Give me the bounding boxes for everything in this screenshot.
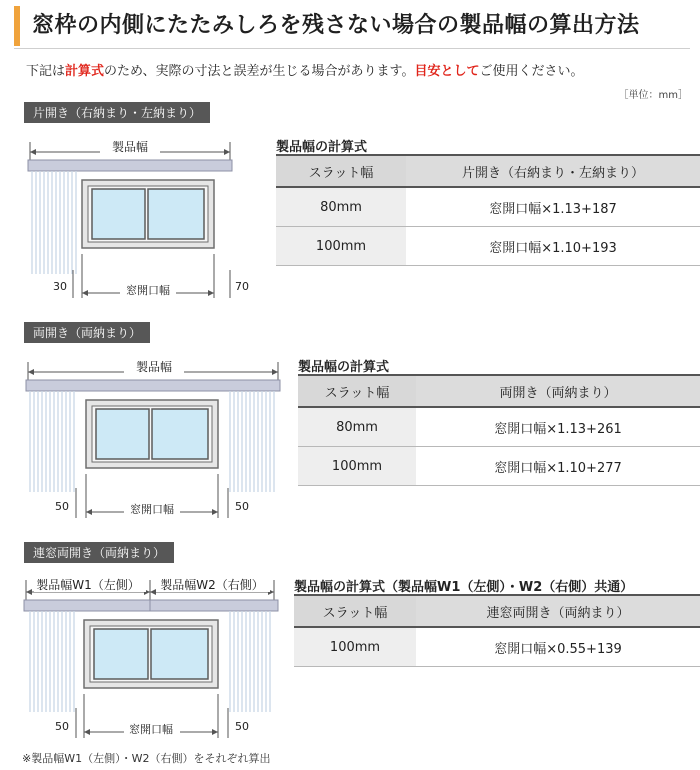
- window-opening-label: 窓開口幅: [129, 723, 173, 736]
- left-margin-value: 50: [55, 720, 69, 733]
- section-label-linked-windows: 連窓両開き（両納まり）: [24, 542, 174, 563]
- formula-caption-3: 製品幅の計算式（製品幅W1（左側）・W2（右側）共通）: [294, 580, 634, 595]
- formula-cell: 窓開口幅×1.13+261: [416, 407, 700, 447]
- note-highlight-1: 計算式: [65, 64, 105, 79]
- diagram-linked-windows: [20, 572, 290, 744]
- slat-width-cell: 80mm: [276, 187, 406, 227]
- note-text-1: 下記は: [26, 64, 66, 79]
- product-width-w1-label: 製品幅W1（左側）: [36, 578, 140, 592]
- left-margin-value: 30: [53, 280, 67, 293]
- header-formula: 両開き（両納まり）: [416, 375, 700, 407]
- section-label-double-open: 両開き（両納まり）: [24, 322, 150, 343]
- formula-cell: 窓開口幅×0.55+139: [416, 627, 700, 667]
- formula-cell: 窓開口幅×1.10+193: [406, 227, 700, 266]
- formula-table-linked-windows: [294, 594, 700, 667]
- formula-table-single-open: [276, 154, 700, 266]
- right-margin-value: 50: [235, 500, 249, 513]
- window-opening-label: 窓開口幅: [130, 503, 174, 516]
- section-label-single-open: 片開き（右納まり・左納まり）: [24, 102, 210, 123]
- unit-label: ［単位：mm］: [618, 90, 688, 101]
- note-text-3: ご使用ください。: [479, 64, 584, 79]
- header-slat-width: スラット幅: [294, 595, 416, 627]
- header-slat-width: スラット幅: [298, 375, 416, 407]
- footnote: ※製品幅W1（左側）・W2（右側）をそれぞれ算出: [22, 752, 271, 765]
- slat-width-cell: 100mm: [276, 227, 406, 266]
- title-accent-bar: [14, 6, 20, 46]
- formula-table-double-open: [298, 374, 700, 486]
- left-margin-value: 50: [55, 500, 69, 513]
- table-row: [276, 187, 700, 227]
- table-row: [298, 407, 700, 447]
- note-highlight-2: 目安として: [414, 64, 480, 79]
- window-opening-label: 窓開口幅: [126, 284, 170, 297]
- formula-caption-2: 製品幅の計算式: [298, 360, 390, 375]
- right-margin-value: 50: [235, 720, 249, 733]
- right-margin-value: 70: [235, 280, 249, 293]
- page-title: 窓枠の内側にたたみしろを残さない場合の製品幅の算出方法: [32, 13, 640, 38]
- calculation-note: [26, 60, 584, 79]
- diagram-double-open: [20, 352, 290, 522]
- note-text-2: のため、実際の寸法と誤差が生じる場合があります。: [104, 64, 415, 79]
- table-header-row: [298, 375, 700, 407]
- formula-cell: 窓開口幅×1.13+187: [406, 187, 700, 227]
- formula-caption-1: 製品幅の計算式: [276, 140, 368, 155]
- slat-width-cell: 100mm: [298, 447, 416, 486]
- slat-width-cell: 80mm: [298, 407, 416, 447]
- header-slat-width: スラット幅: [276, 155, 406, 187]
- table-row: [276, 227, 700, 266]
- product-width-label: 製品幅: [111, 140, 149, 154]
- slat-width-cell: 100mm: [294, 627, 416, 667]
- table-header-row: [276, 155, 700, 187]
- table-row: [298, 447, 700, 486]
- diagram-single-open: [20, 130, 260, 300]
- product-width-w2-label: 製品幅W2（右側）: [160, 578, 264, 592]
- header-formula: 連窓両開き（両納まり）: [416, 595, 700, 627]
- title-divider: [14, 48, 690, 49]
- formula-cell: 窓開口幅×1.10+277: [416, 447, 700, 486]
- product-width-label: 製品幅: [135, 360, 173, 374]
- table-header-row: [294, 595, 700, 627]
- header-formula: 片開き（右納まり・左納まり）: [406, 155, 700, 187]
- table-row: [294, 627, 700, 667]
